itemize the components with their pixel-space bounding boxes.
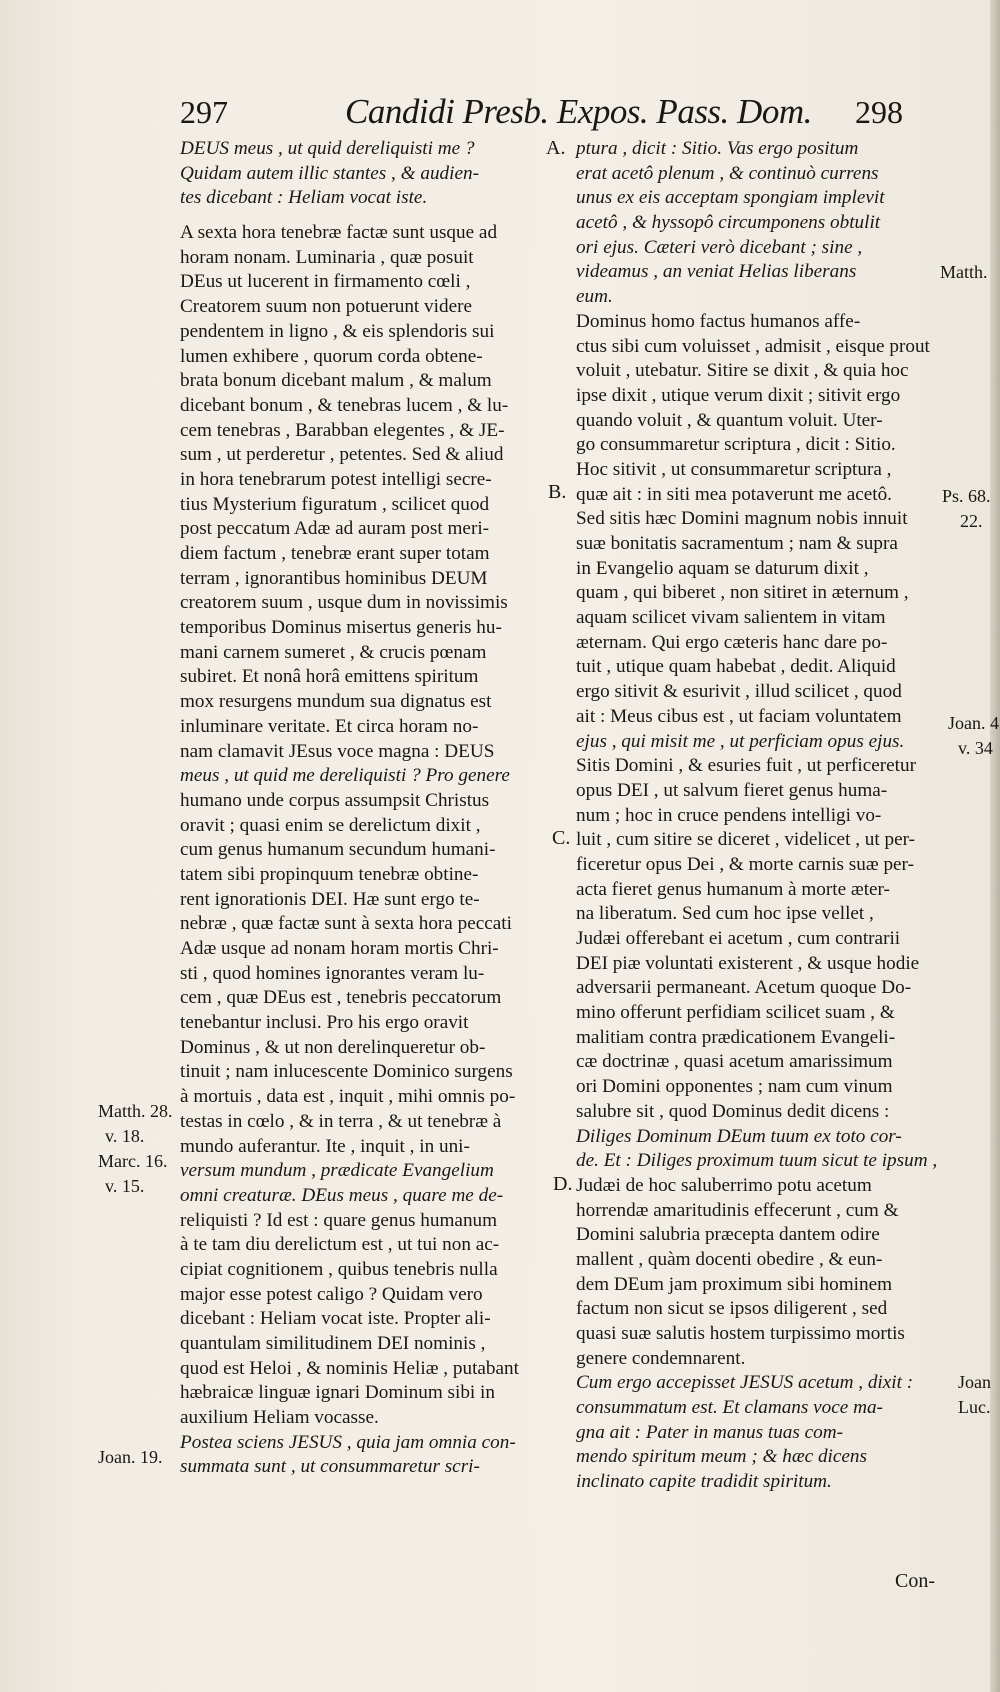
text-line: hæbraicæ linguæ ignari Dominum sibi in bbox=[180, 1382, 495, 1404]
text-line: salubre sit , quod Dominus dedit dicens : bbox=[576, 1100, 890, 1122]
text-line: nam clamavit JEsus voce magna : DEUS bbox=[180, 740, 495, 762]
margin-note-right: Ps. 68. bbox=[942, 486, 991, 506]
text-line: meus , ut quid me dereliquisti ? Pro genere bbox=[180, 765, 510, 787]
text-line: quod est Heloi , & nominis Heliæ , putabant bbox=[180, 1357, 519, 1379]
text-line: ctus sibi cum voluisset , admisit , eisque prout bbox=[576, 335, 930, 357]
text-line: lumen exhibere , quorum corda obtene- bbox=[180, 345, 483, 367]
text-line: go consummaretur scriptura , dicit : Sitio. bbox=[576, 434, 896, 456]
text-line: pendentem in ligno , & eis splendoris sui bbox=[180, 320, 495, 342]
text-line: tes dicebant : Heliam vocat iste. bbox=[180, 187, 428, 209]
text-line: summata sunt , ut consummaretur scri- bbox=[180, 1456, 480, 1478]
text-line: quam , qui biberet , non sitiret in æternum , bbox=[576, 582, 909, 604]
text-line: Dominus , & ut non derelinqueretur ob- bbox=[180, 1036, 486, 1058]
text-line: ficeretur opus Dei , & morte carnis suæ per- bbox=[576, 853, 914, 875]
text-line: rent ignorationis DEI. Hæ sunt ergo te- bbox=[180, 888, 480, 910]
text-line: eum. bbox=[576, 286, 613, 308]
text-line: terram , ignorantibus hominibus DEUM bbox=[180, 567, 488, 589]
margin-note-right: Joan. 4 bbox=[948, 713, 999, 733]
text-line: subiret. Et nonâ horâ emittens spiritum bbox=[180, 666, 479, 688]
text-line: mallent , quàm docenti obedire , & eun- bbox=[576, 1248, 883, 1270]
text-line: Hoc sitivit , ut consummaretur scriptura , bbox=[576, 458, 892, 480]
text-line: suæ bonitatis sacramentum ; nam & supra bbox=[576, 533, 898, 554]
text-line: de. Et : Diliges proximum tuum sicut te ipsum , bbox=[576, 1150, 938, 1172]
text-line: na liberatum. Sed cum hoc ipse vellet , bbox=[576, 903, 874, 925]
text-line: cæ doctrinæ , quasi acetum amarissimum bbox=[576, 1051, 893, 1073]
text-line: DEUS meus , ut quid dereliquisti me ? bbox=[180, 138, 475, 159]
page-gutter bbox=[990, 0, 1000, 1692]
text-line: sti , quod homines ignorantes veram lu- bbox=[180, 962, 485, 984]
margin-note-right: Luc. bbox=[958, 1397, 991, 1417]
section-letter-d: D. bbox=[553, 1173, 573, 1195]
text-line: adversarii permaneant. Acetum quoque Do- bbox=[576, 977, 912, 999]
text-line: acta fieret genus humanum à morte æter- bbox=[576, 878, 890, 900]
text-line: omni creaturæ. DEus meus , quare me de- bbox=[180, 1184, 504, 1206]
text-line: ergo sitivit & esurivit , illud scilicet , quod bbox=[576, 681, 902, 703]
text-line: DEI piæ voluntati existerent , & usque hodie bbox=[576, 952, 920, 974]
page-number-left: 297 bbox=[180, 94, 228, 130]
text-line: consummatum est. Et clamans voce ma- bbox=[576, 1397, 883, 1419]
text-line: brata bonum dicebant malum , & malum bbox=[180, 370, 492, 392]
text-line: quasi suæ salutis hostem turpissimo mortis bbox=[576, 1323, 905, 1344]
text-line: tinuit ; nam inlucescente Dominico surgens bbox=[180, 1061, 513, 1083]
text-line: Judæi offerebant ei acetum , cum contrarii bbox=[576, 928, 901, 949]
text-line: æternam. Qui ergo cæteris hanc dare po- bbox=[576, 631, 888, 653]
text-line: dem DEum jam proximum sibi hominem bbox=[576, 1273, 893, 1295]
text-line: post peccatum Adæ ad auram post meri- bbox=[180, 518, 490, 540]
text-line: testas in cœlo , & in terra , & ut tenebræ à bbox=[180, 1110, 502, 1132]
text-line: voluit , utebatur. Sitire se dixit , & quia hoc bbox=[576, 360, 909, 382]
text-line: cem , quæ DEus est , tenebris peccatorum bbox=[180, 987, 502, 1009]
text-line: oravit ; quasi enim se derelictum dixit , bbox=[180, 814, 481, 836]
text-line: erat acetô plenum , & continuò currens bbox=[576, 162, 879, 184]
text-line: quantulam similitudinem DEI nominis , bbox=[180, 1333, 486, 1354]
text-line: opus DEI , ut salvum fieret genus huma- bbox=[576, 779, 888, 801]
text-line: sum , ut perderetur , petentes. Sed & aliud bbox=[180, 444, 504, 466]
margin-note-left: Marc. 16. bbox=[98, 1151, 168, 1171]
text-line: Diliges Dominum DEum tuum ex toto cor- bbox=[576, 1125, 902, 1147]
margin-note-left: Matth. 28. bbox=[98, 1101, 173, 1121]
left-text-column bbox=[180, 137, 550, 1480]
text-line: tenebantur inclusi. Pro his ergo oravit bbox=[180, 1012, 469, 1034]
text-line: cipiat cognitionem , quibus tenebris nulla bbox=[180, 1258, 498, 1280]
text-line: videamus , an veniat Helias liberans bbox=[576, 261, 857, 283]
text-line: Sed sitis hæc Domini magnum nobis innuit bbox=[576, 508, 908, 530]
text-line: tuit , utique quam habebat , dedit. Aliquid bbox=[576, 656, 896, 678]
text-line: dicebant : Heliam vocat iste. Propter ali- bbox=[180, 1308, 491, 1330]
text-line: Creatorem suum non potuerunt videre bbox=[180, 296, 473, 318]
text-line: nebræ , quæ factæ sunt à sexta hora peccati bbox=[180, 913, 512, 935]
text-line: temporibus Dominus misertus generis hu- bbox=[180, 617, 502, 639]
page-number-right: 298 bbox=[855, 94, 903, 130]
margin-note-right: Joan bbox=[958, 1372, 991, 1392]
text-line: Sitis Domini , & esuries fuit , ut perficeretur bbox=[576, 755, 916, 777]
text-line: luit , cum sitire se diceret , videlicet , ut per- bbox=[576, 829, 916, 851]
text-line: ait : Meus cibus est , ut faciam voluntatem bbox=[576, 705, 902, 727]
text-line: auxilium Heliam vocasse. bbox=[180, 1407, 379, 1429]
text-line: aquam scilicet vivam salientem in vitam bbox=[576, 607, 886, 629]
text-line: A sexta hora tenebræ factæ sunt usque ad bbox=[180, 222, 498, 244]
text-line: tius Mysterium figuratum , scilicet quod bbox=[180, 493, 490, 515]
text-line bbox=[180, 211, 550, 221]
text-line: Dominus homo factus humanos affe- bbox=[576, 310, 861, 332]
text-line: à te tam diu derelictum est , ut tui non ac- bbox=[180, 1234, 500, 1256]
text-line: mendo spiritum meum ; & hæc dicens bbox=[576, 1446, 867, 1468]
text-line: major esse potest caligo ? Quidam vero bbox=[180, 1283, 483, 1305]
text-line: Quidam autem illic stantes , & audien- bbox=[180, 162, 479, 184]
margin-note-left: Joan. 19. bbox=[98, 1447, 163, 1467]
text-line: Cum ergo accepisset JESUS acetum , dixit : bbox=[576, 1372, 914, 1394]
text-line: Postea sciens JESUS , quia jam omnia con- bbox=[180, 1431, 516, 1453]
text-line: factum non sicut se ipsos diligerent , sed bbox=[576, 1298, 888, 1320]
text-line: mundo auferantur. Ite , inquit , in uni- bbox=[180, 1135, 470, 1157]
text-line: à mortuis , data est , inquit , mihi omnis po- bbox=[180, 1086, 516, 1108]
margin-note-left: v. 15. bbox=[105, 1176, 145, 1196]
text-line: horrendæ amaritudinis effecerunt , cum & bbox=[576, 1199, 899, 1221]
text-line: acetô , & hyssopô circumponens obtulit bbox=[576, 212, 881, 234]
text-line: ori Domini opponentes ; nam cum vinum bbox=[576, 1076, 893, 1098]
text-line: ptura , dicit : Sitio. Vas ergo positum bbox=[576, 138, 859, 159]
text-line: versum mundum , prædicate Evangelium bbox=[180, 1160, 494, 1182]
text-line: mox resurgens mundum sua dignatus est bbox=[180, 691, 492, 713]
text-line: Domini salubria præcepta dantem odire bbox=[576, 1224, 880, 1246]
text-line: creatorem suum , usque dum in novissimis bbox=[180, 592, 508, 614]
text-line: inclinato capite tradidit spiritum. bbox=[576, 1471, 832, 1493]
text-line: genere condemnarent. bbox=[576, 1347, 746, 1369]
running-title: Candidi Presb. Expos. Pass. Dom. bbox=[345, 92, 812, 131]
text-line: malitiam contra prædicationem Evangeli- bbox=[576, 1026, 896, 1048]
margin-note-right: 22. bbox=[960, 511, 983, 531]
text-line: ori ejus. Cæteri verò dicebant ; sine , bbox=[576, 236, 863, 258]
text-line: dicebant bonum , & tenebras lucem , & lu- bbox=[180, 394, 509, 416]
right-text-column bbox=[576, 137, 960, 1495]
section-letter-b: B. bbox=[548, 481, 567, 503]
text-line: ipse dixit , utique verum dixit ; sitivit ergo bbox=[576, 384, 901, 406]
text-line: inluminare veritate. Et circa horam no- bbox=[180, 715, 479, 737]
text-line: cem tenebras , Barabban elegentes , & JE- bbox=[180, 419, 505, 441]
margin-note-left: v. 18. bbox=[105, 1126, 145, 1146]
catchword: Con- bbox=[895, 1570, 935, 1592]
text-line: humano unde corpus assumpsit Christus bbox=[180, 789, 490, 811]
text-line: num ; hoc in cruce pendens intelligi vo- bbox=[576, 804, 882, 826]
margin-note-right: v. 34 bbox=[958, 738, 993, 758]
text-line: quando voluit , & quantum voluit. Uter- bbox=[576, 409, 883, 431]
margin-note-right: Matth. bbox=[940, 262, 988, 282]
text-line: in hora tenebrarum potest intelligi secre- bbox=[180, 468, 492, 490]
text-line: quæ ait : in siti mea potaverunt me acetô. bbox=[576, 483, 892, 505]
text-line: tatem sibi propinquum tenebræ obtine- bbox=[180, 863, 479, 885]
text-line: mino offerunt perfidiam scilicet suam , & bbox=[576, 1002, 895, 1024]
text-line: mani carnem sumeret , & crucis pœnam bbox=[180, 641, 487, 663]
section-letter-c: C. bbox=[552, 827, 571, 849]
text-line: ejus , qui misit me , ut perficiam opus ejus. bbox=[576, 730, 905, 752]
text-line: Adæ usque ad nonam horam mortis Chri- bbox=[180, 938, 499, 959]
section-letter-a: A. bbox=[546, 137, 566, 159]
text-line: horam nonam. Luminaria , quæ posuit bbox=[180, 246, 474, 268]
text-line: unus ex eis acceptam spongiam implevit bbox=[576, 187, 885, 209]
text-line: cum genus humanum secundum humani- bbox=[180, 839, 496, 861]
text-line: in Evangelio aquam se daturum dixit , bbox=[576, 557, 869, 579]
text-line: reliquisti ? Id est : quare genus humanum bbox=[180, 1209, 498, 1231]
text-line: gna ait : Pater in manus tuas com- bbox=[576, 1421, 844, 1443]
text-line: Judæi de hoc saluberrimo potu acetum bbox=[576, 1174, 872, 1196]
text-line: DEus ut lucerent in firmamento cœli , bbox=[180, 271, 471, 293]
text-line: diem factum , tenebræ erant super totam bbox=[180, 543, 490, 564]
